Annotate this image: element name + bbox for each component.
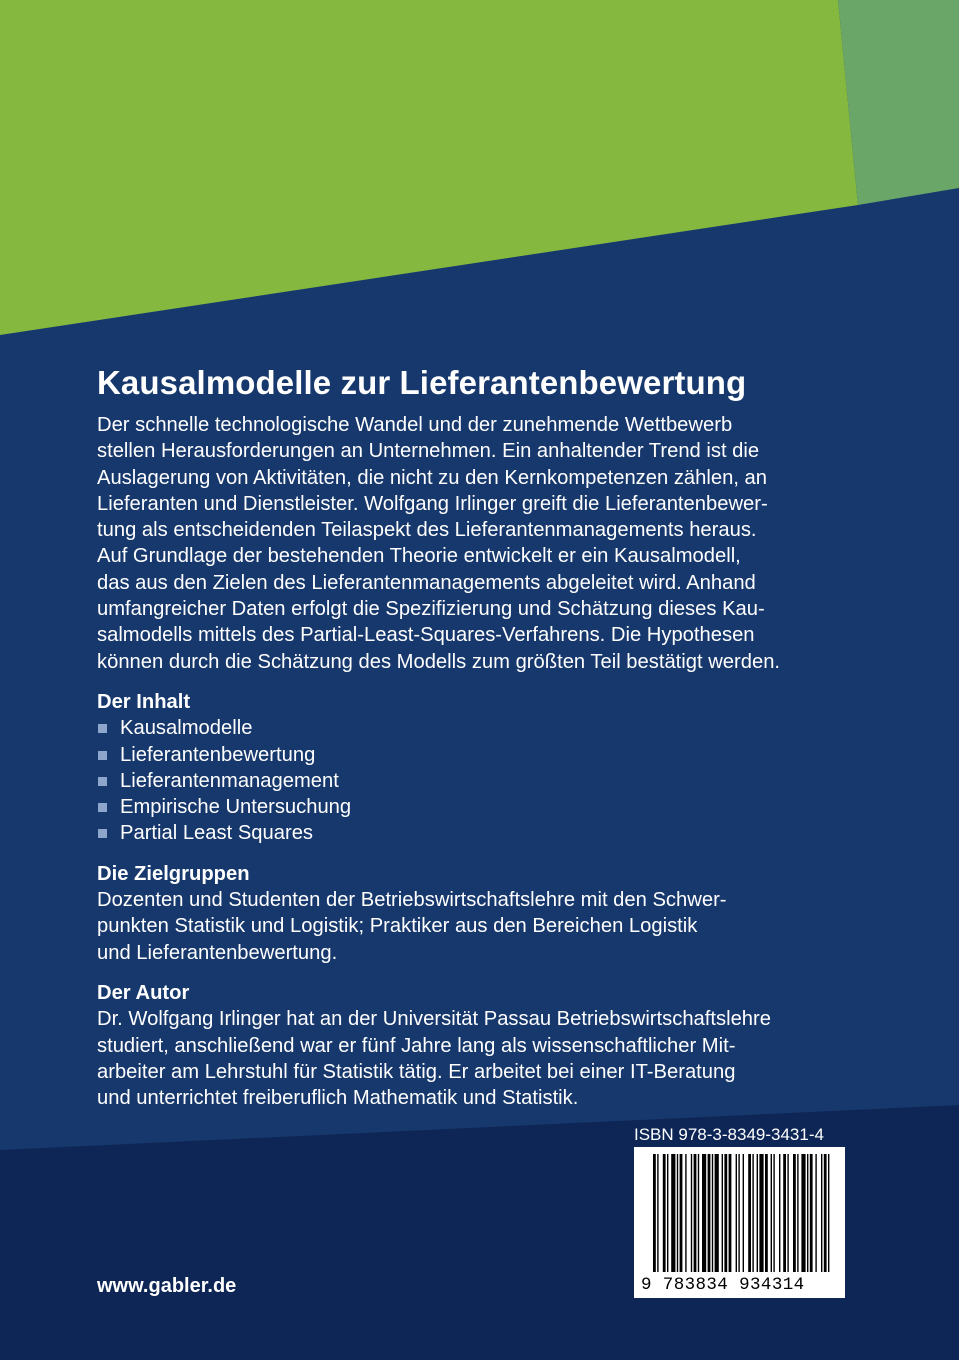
intro-line: das aus den Zielen des Lieferantenmanagements abgeleitet wird. Anhand (97, 571, 756, 594)
list-item-label: Empirische Untersuchung (120, 796, 352, 819)
barcode-bar (771, 1154, 772, 1272)
list-item (97, 742, 857, 768)
content-list (97, 715, 857, 846)
list-item (97, 768, 857, 794)
author-line: studiert, anschließend war er fünf Jahre lang als wissenschaftlicher Mit- (97, 1034, 736, 1057)
barcode-bar (724, 1154, 727, 1272)
barcode-bar (738, 1154, 739, 1272)
publisher-website: www.gabler.de (97, 1275, 237, 1297)
barcode-bar (694, 1154, 697, 1272)
audience-heading: Die Zielgruppen (97, 862, 250, 885)
barcode-bar (657, 1154, 658, 1272)
bullet-square-icon (98, 777, 107, 786)
barcode-bar (712, 1154, 713, 1272)
intro-line: tung als entscheidenden Teilaspekt des Lieferantenmanagements heraus. (97, 519, 757, 542)
barcode-bar (748, 1154, 751, 1272)
content-heading: Der Inhalt (97, 690, 191, 713)
barcode-bar (729, 1154, 732, 1272)
teal-corner (838, 0, 959, 205)
intro-line: Der schnelle technologische Wandel und der zunehmende Wettbewerb (97, 414, 733, 436)
list-item (97, 715, 857, 741)
barcode-bar (810, 1154, 813, 1272)
author-line: und unterrichtet freiberuflich Mathematik und Statistik. (97, 1087, 579, 1110)
intro-line: Lieferanten und Dienstleister. Wolfgang Irlinger greift die Lieferantenbewer- (97, 492, 768, 515)
list-item-label: Lieferantenmanagement (120, 769, 339, 792)
bullet-square-icon (98, 803, 107, 812)
intro-line: Auslagerung von Aktivitäten, die nicht zu den Kernkompetenzen zählen, an (97, 466, 767, 489)
intro-line: Auf Grundlage der bestehenden Theorie entwickelt er ein Kausalmodell, (97, 545, 741, 568)
intro-line: umfangreicher Daten erfolgt die Spezifizierung und Schätzung dieses Kau- (97, 598, 765, 621)
list-item (97, 820, 857, 846)
barcode-bar (773, 1154, 774, 1272)
author-line: arbeiter am Lehrstuhl für Statistik tätig. Er arbeitet bei einer IT-Beratung (97, 1060, 736, 1083)
barcode-bar (680, 1154, 683, 1272)
intro-line: salmodells mittels des Partial-Least-Squares-Verfahrens. Die Hypothesen (97, 624, 755, 647)
author-heading: Der Autor (97, 981, 190, 1004)
barcode-bar (757, 1154, 758, 1272)
audience-line: und Lieferantenbewertung. (97, 941, 338, 964)
barcode-bar (708, 1154, 711, 1272)
barcode-bar (752, 1154, 753, 1272)
barcode-bar (715, 1154, 719, 1272)
author-paragraph (97, 1006, 857, 1111)
barcode-bar (667, 1154, 668, 1272)
barcode-bar (677, 1154, 678, 1272)
barcode-bar (765, 1154, 768, 1272)
barcode-bar (691, 1154, 692, 1272)
barcode-bar (698, 1154, 699, 1272)
barcode-bar (797, 1154, 798, 1272)
barcode-number: 9 783834 934314 (641, 1275, 805, 1295)
barcode-bar (815, 1154, 816, 1272)
audience-paragraph (97, 887, 857, 966)
barcode-bar (824, 1154, 827, 1272)
bullet-square-icon (98, 751, 107, 760)
book-title: Kausalmodelle zur Lieferantenbewertung (97, 364, 747, 401)
intro-line: stellen Herausforderungen an Unternehmen. Ein anhaltender Trend ist die (97, 440, 760, 463)
barcode-bar (743, 1154, 744, 1272)
barcode-bar (821, 1154, 822, 1272)
list-item-label: Lieferantenbewertung (120, 743, 316, 766)
intro-line: können durch die Schätzung des Modells zum größten Teil bestätigt werden. (97, 650, 781, 673)
barcode-bar (671, 1154, 675, 1272)
barcode-bar (685, 1154, 686, 1272)
intro-paragraph (97, 412, 857, 675)
barcode-bar (787, 1154, 788, 1272)
barcode-bar (759, 1154, 763, 1272)
text-content (97, 362, 857, 1111)
barcode-bar (702, 1154, 706, 1272)
bullet-square-icon (98, 724, 107, 733)
list-item (97, 794, 857, 820)
barcode-bar (807, 1154, 808, 1272)
barcode-bar (779, 1154, 780, 1272)
barcode-bar (736, 1154, 737, 1272)
barcode-bar (663, 1154, 666, 1272)
barcode-bar (722, 1154, 723, 1272)
barcode-bar (793, 1154, 796, 1272)
bullet-square-icon (98, 829, 107, 838)
barcode-bars (635, 1148, 844, 1276)
audience-line: punkten Statistik und Logistik; Praktiker aus den Bereichen Logistik (97, 915, 698, 938)
barcode-bar (783, 1154, 786, 1272)
list-item-label: Partial Least Squares (120, 822, 314, 845)
barcode-bar (653, 1154, 656, 1272)
author-line: Dr. Wolfgang Irlinger hat an der Universität Passau Betriebswirtschaftslehre (97, 1008, 771, 1031)
barcode (634, 1147, 845, 1298)
audience-line: Dozenten und Studenten der Betriebswirtschaftslehre mit den Schwer- (97, 889, 727, 912)
isbn-label: ISBN 978-3-8349-3431-4 (634, 1125, 824, 1144)
barcode-bar (801, 1154, 805, 1272)
barcode-bar (828, 1154, 829, 1272)
list-item-label: Kausalmodelle (120, 717, 253, 740)
